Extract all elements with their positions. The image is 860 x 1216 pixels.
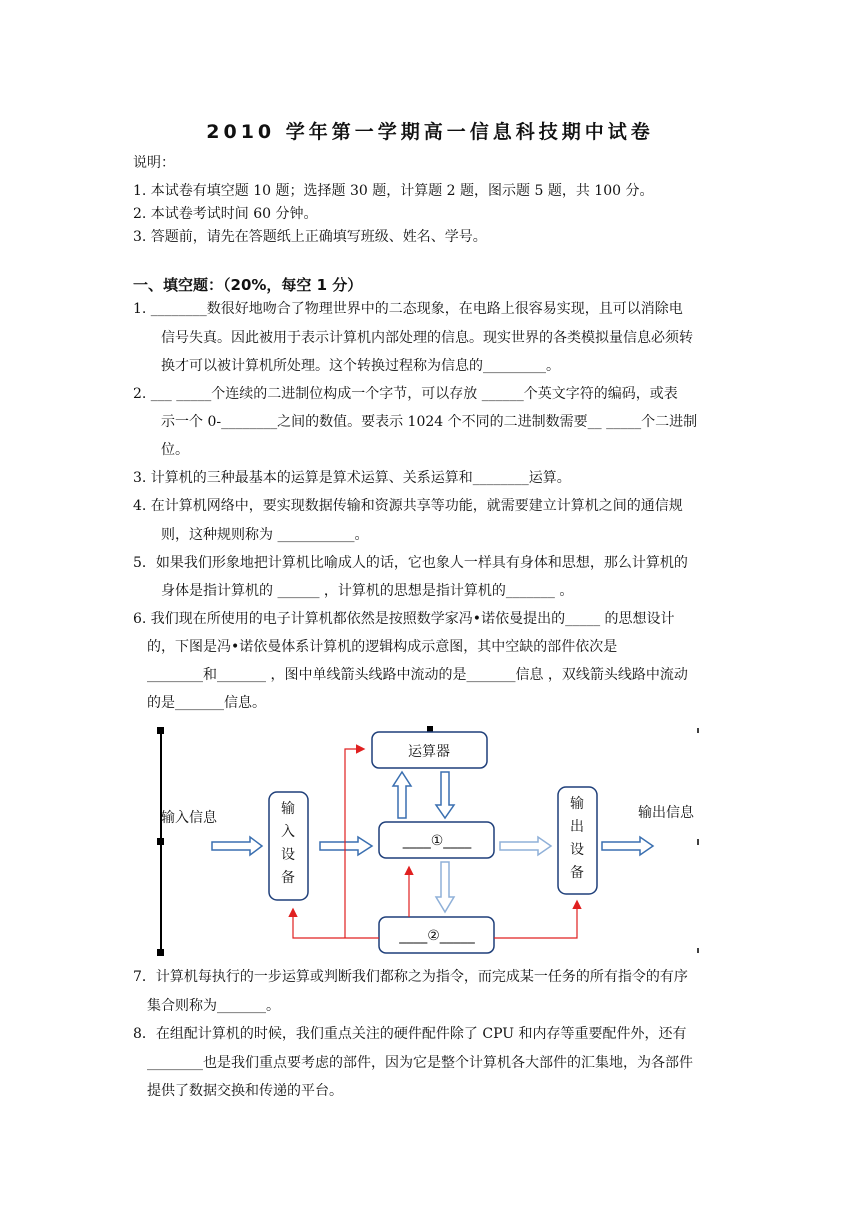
arrow-output-to-info [602, 837, 653, 855]
question-7-line: 7．计算机每执行的一步运算或判断我们都称之为指令，而完成某一任务的所有指令的有序 [133, 969, 688, 985]
question-6-line: ________和_______ ，图中单线箭头线路中流动的是_______信息 ，双线箭头线路中流动 [147, 667, 688, 683]
question-5-line: 5．如果我们形象地把计算机比喻成人的话，它也象人一样具有身体和思想，那么计算机的 [133, 555, 688, 571]
input-info-label: 输入信息 [161, 810, 217, 826]
question-6-line: 的是_______信息。 [147, 695, 266, 711]
question-3-line: 3. 计算机的三种最基本的运算是算术运算、关系运算和________运算。 [133, 470, 571, 486]
svg-text:输: 输 [281, 801, 295, 817]
arrow-input-to-device [212, 837, 262, 855]
question-8-line: 提供了数据交换和传递的平台。 [147, 1083, 343, 1099]
question-2-line: 位。 [161, 442, 189, 458]
question-6-line: 的，下图是冯•诺依曼体系计算机的逻辑构成示意图，其中空缺的部件依次是 [147, 639, 618, 655]
question-2-line: 2. ___ _____个连续的二进制位构成一个字节，可以存放 ______个英文字符的编码，或表 [133, 386, 678, 402]
question-1-line: 信号失真。因此被用于表示计算机内部处理的信息。现实世界的各类模拟量信息必须转 [161, 330, 693, 346]
question-4-line: 4. 在计算机网络中，要实现数据传输和资源共享等功能，就需要建立计算机之间的通信规 [133, 498, 683, 514]
question-7-line: 集合则称为_______。 [147, 998, 280, 1014]
svg-text:入: 入 [281, 824, 295, 840]
question-1-line: 1. ________数很好地吻合了物理世界中的二态现象，在电路上很容易实现，且可以消除电 [133, 301, 683, 317]
blank2-label: ____②_____ [399, 928, 475, 944]
blank1-label: ____①____ [402, 833, 472, 849]
arrow-blank1-to-alu [393, 772, 411, 818]
question-2-line: 示一个 0-________之间的数值。要表示 1024 个不同的二进制数需要__ _____个二进制 [161, 414, 698, 430]
section-heading: 一、填空题：（20%，每空 1 分） [133, 276, 363, 294]
page-title: 2010 学年第一学期高一信息科技期中试卷 [206, 121, 654, 143]
arrow-device-to-blank1 [320, 837, 372, 855]
svg-text:设: 设 [570, 842, 584, 858]
question-1-line: 换才可以被计算机所处理。这个转换过程称为信息的_________。 [161, 358, 560, 374]
instructions-heading: 说明： [133, 155, 175, 171]
question-8-line: ________也是我们重点要考虑的部件，因为它是整个计算机各大部件的汇集地，为各部件 [147, 1055, 693, 1071]
question-5-line: 身体是指计算机的 ______ ，计算机的思想是指计算机的_______ 。 [161, 583, 574, 599]
arrow-alu-to-blank1 [436, 772, 454, 818]
svg-text:设: 设 [281, 847, 295, 863]
alu-label: 运算器 [408, 744, 450, 760]
question-8-line: 8．在组配计算机的时候，我们重点关注的硬件配件除了 CPU 和内存等重要配件外，还有 [133, 1026, 687, 1042]
svg-text:备: 备 [281, 870, 295, 886]
instruction-item: 2. 本试卷考试时间 60 分钟。 [133, 206, 318, 222]
question-4-line: 则，这种规则称为 ___________。 [161, 527, 369, 543]
svg-text:出: 出 [570, 819, 584, 835]
instruction-item: 1. 本试卷有填空题 10 题；选择题 30 题，计算题 2 题，图示题 5 题，共 100 分。 [133, 183, 654, 199]
svg-text:输: 输 [570, 796, 584, 812]
output-info-label: 输出信息 [638, 805, 694, 821]
arrow-blank1-to-output [500, 837, 551, 855]
svg-text:备: 备 [570, 865, 584, 881]
question-6-line: 6. 我们现在所使用的电子计算机都依然是按照数学家冯•诺依曼提出的_____ 的思想设计 [133, 611, 675, 627]
instruction-item: 3. 答题前，请先在答题纸上正确填写班级、姓名、学号。 [133, 229, 487, 245]
arrow-blank1-to-blank2 [436, 862, 454, 912]
